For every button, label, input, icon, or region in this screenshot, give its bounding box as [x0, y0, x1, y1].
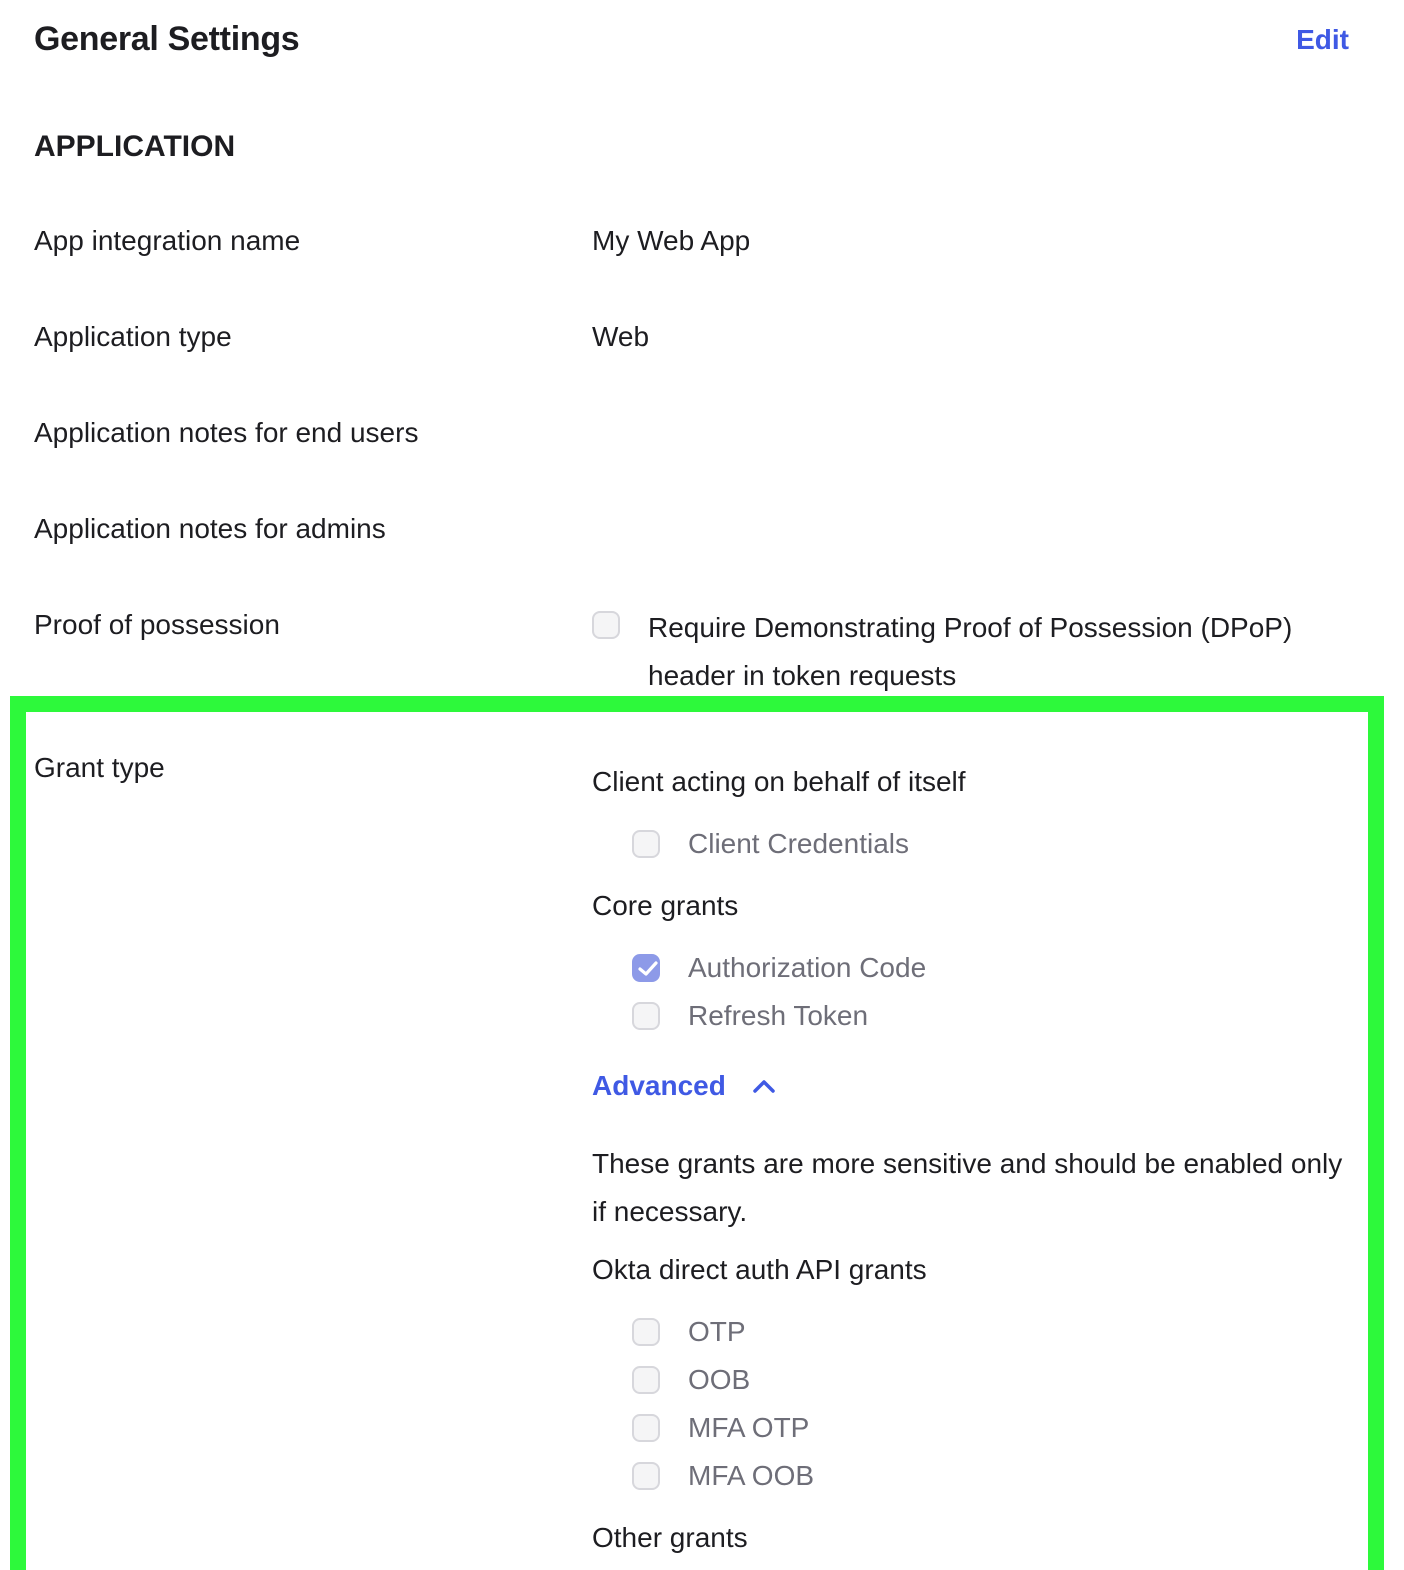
- grant-type-label: Grant type: [34, 752, 165, 783]
- app-name-label: App integration name: [34, 225, 301, 256]
- advanced-label: Advanced: [592, 1070, 726, 1101]
- app-type-value: Web: [592, 321, 650, 352]
- otp-label: OTP: [688, 1316, 746, 1347]
- authorization-code-checkbox[interactable]: [632, 954, 660, 982]
- client-credentials-label: Client Credentials: [688, 828, 909, 859]
- mfa-otp-label: MFA OTP: [688, 1412, 810, 1443]
- dpop-checkbox[interactable]: [592, 611, 620, 639]
- advanced-toggle[interactable]: [592, 1070, 776, 1102]
- advanced-note: These grants are more sensitive and should be enabled only if necessary.: [592, 1148, 1343, 1227]
- edit-button[interactable]: Edit: [1296, 24, 1349, 55]
- check-icon: [637, 960, 659, 978]
- dpop-option-label: Require Demonstrating Proof of Possession (DPoP) header in token requests: [648, 612, 1293, 691]
- client-credentials-checkbox[interactable]: [632, 830, 660, 858]
- page-title: General Settings: [34, 20, 300, 58]
- authorization-code-label: Authorization Code: [688, 952, 927, 983]
- app-name-value: My Web App: [592, 225, 751, 256]
- refresh-token-label: Refresh Token: [688, 1000, 869, 1031]
- section-title: APPLICATION: [34, 130, 236, 163]
- other-grants-heading: Other grants: [592, 1522, 748, 1553]
- notes-end-users-label: Application notes for end users: [34, 417, 419, 448]
- oob-checkbox[interactable]: [632, 1366, 660, 1394]
- chevron-up-icon: [752, 1078, 776, 1094]
- core-grants-heading: Core grants: [592, 890, 739, 921]
- okta-grants-heading: Okta direct auth API grants: [592, 1254, 927, 1285]
- client-grants-heading: Client acting on behalf of itself: [592, 766, 966, 797]
- oob-label: OOB: [688, 1364, 751, 1395]
- mfa-otp-checkbox[interactable]: [632, 1414, 660, 1442]
- refresh-token-checkbox[interactable]: [632, 1002, 660, 1030]
- mfa-oob-label: MFA OOB: [688, 1460, 815, 1491]
- proof-of-possession-label: Proof of possession: [34, 609, 280, 640]
- app-type-label: Application type: [34, 321, 232, 352]
- otp-checkbox[interactable]: [632, 1318, 660, 1346]
- notes-admins-label: Application notes for admins: [34, 513, 386, 544]
- mfa-oob-checkbox[interactable]: [632, 1462, 660, 1490]
